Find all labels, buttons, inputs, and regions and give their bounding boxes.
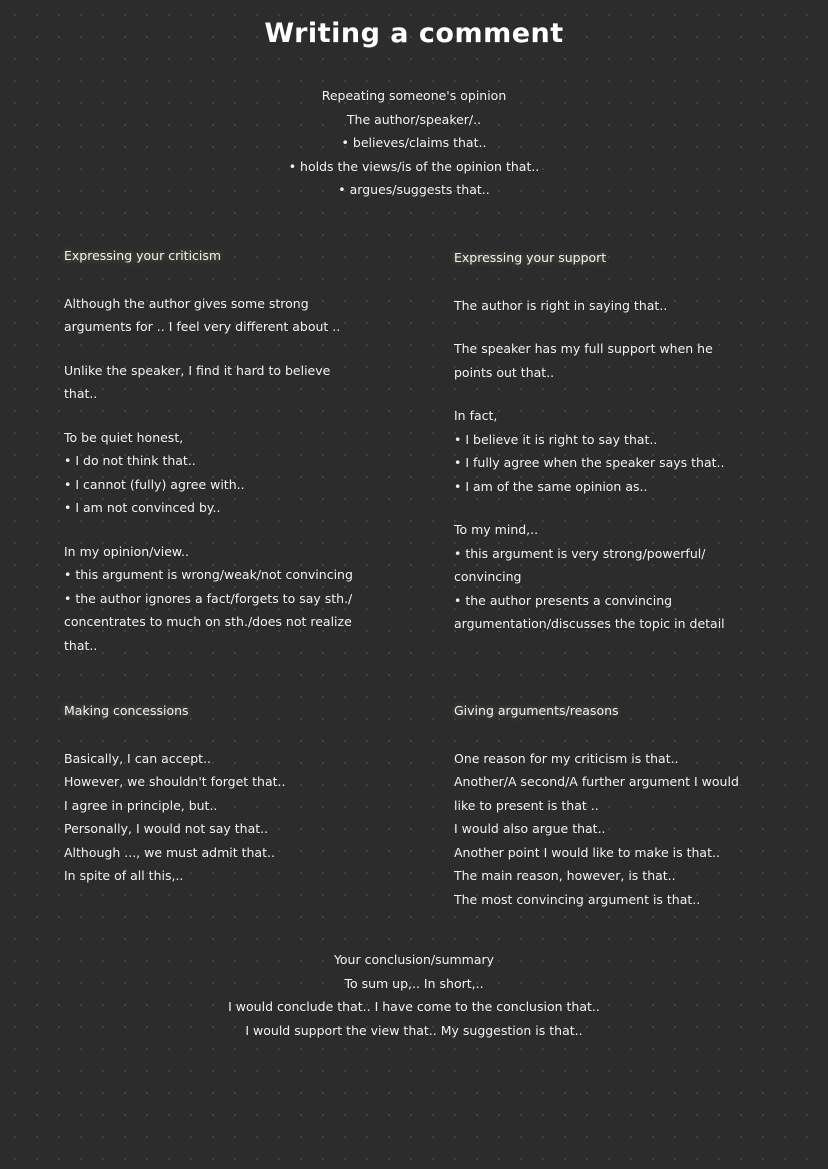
concessions-heading: Making concessions <box>64 703 189 718</box>
concessions-section <box>64 699 424 888</box>
support-line: • I am of the same opinion as.. <box>454 478 648 494</box>
intro-line: • argues/suggests that.. <box>338 182 490 197</box>
criticism-line: • I cannot (fully) agree with.. <box>64 476 245 492</box>
arguments-line: The main reason, however, is that.. <box>454 868 676 883</box>
support-line: argumentation/discusses the topic in detail <box>454 616 725 631</box>
arguments-line: The most convincing argument is that.. <box>454 891 701 907</box>
support-line: To my mind,.. <box>454 522 539 537</box>
arguments-heading: Giving arguments/reasons <box>454 703 619 718</box>
conclusion-section <box>0 948 828 1042</box>
support-line: points out that.. <box>454 364 555 380</box>
arguments-line: One reason for my criticism is that.. <box>454 750 679 766</box>
arguments-line: Another point I would like to make is that.. <box>454 844 720 860</box>
arguments-line: like to present is that .. <box>454 797 599 813</box>
intro-section <box>0 84 828 202</box>
criticism-line: To be quiet honest, <box>64 429 184 445</box>
criticism-line: Although the author gives some strong <box>64 295 309 311</box>
criticism-heading: Expressing your criticism <box>64 248 222 263</box>
support-section <box>454 246 794 636</box>
arguments-line: I would also argue that.. <box>454 821 606 836</box>
intro-heading: Repeating someone's opinion <box>321 88 507 103</box>
intro-line: • believes/claims that.. <box>341 135 487 150</box>
arguments-section <box>454 699 794 911</box>
criticism-line: concentrates to much on sth./does not realize <box>64 614 352 629</box>
intro-line: • holds the views/is of the opinion that.. <box>288 158 540 174</box>
concessions-line: I agree in principle, but.. <box>64 797 218 813</box>
concessions-line: However, we shouldn't forget that.. <box>64 774 286 789</box>
criticism-line: • I am not convinced by.. <box>64 500 221 515</box>
criticism-line: In my opinion/view.. <box>64 543 189 559</box>
criticism-section <box>64 244 424 657</box>
concessions-line: In spite of all this,.. <box>64 868 184 883</box>
support-line: • I believe it is right to say that.. <box>454 431 658 447</box>
concessions-line: Basically, I can accept.. <box>64 750 212 766</box>
conclusion-heading: Your conclusion/summary <box>333 952 495 967</box>
support-line: convincing <box>454 569 522 584</box>
conclusion-line: I would conclude that.. I have come to the conclusion that.. <box>228 999 600 1014</box>
support-line: • this argument is very strong/powerful/ <box>454 545 706 561</box>
criticism-line: arguments for .. I feel very different about .. <box>64 319 341 334</box>
criticism-line: Unlike the speaker, I find it hard to believe <box>64 362 331 378</box>
support-line: • the author presents a convincing <box>454 592 673 608</box>
criticism-line: that.. <box>64 386 98 401</box>
support-line: The speaker has my full support when he <box>454 341 713 356</box>
conclusion-line: I would support the view that.. My suggestion is that.. <box>245 1022 583 1038</box>
page-title: Writing a comment <box>264 18 564 49</box>
intro-line: The author/speaker/.. <box>346 111 482 127</box>
criticism-line: • this argument is wrong/weak/not convincing <box>64 567 353 582</box>
criticism-line: • I do not think that.. <box>64 453 196 468</box>
support-line: In fact, <box>454 408 498 423</box>
criticism-line: that.. <box>64 637 98 653</box>
criticism-line: • the author ignores a fact/forgets to say sth./ <box>64 590 353 606</box>
conclusion-line: To sum up,.. In short,.. <box>344 975 484 991</box>
arguments-line: Another/A second/A further argument I would <box>454 774 739 789</box>
concessions-line: Personally, I would not say that.. <box>64 821 269 836</box>
support-line: • I fully agree when the speaker says that.. <box>454 455 725 470</box>
support-heading: Expressing your support <box>454 250 607 265</box>
support-line: The author is right in saying that.. <box>454 297 668 313</box>
concessions-line: Although ..., we must admit that.. <box>64 844 275 860</box>
